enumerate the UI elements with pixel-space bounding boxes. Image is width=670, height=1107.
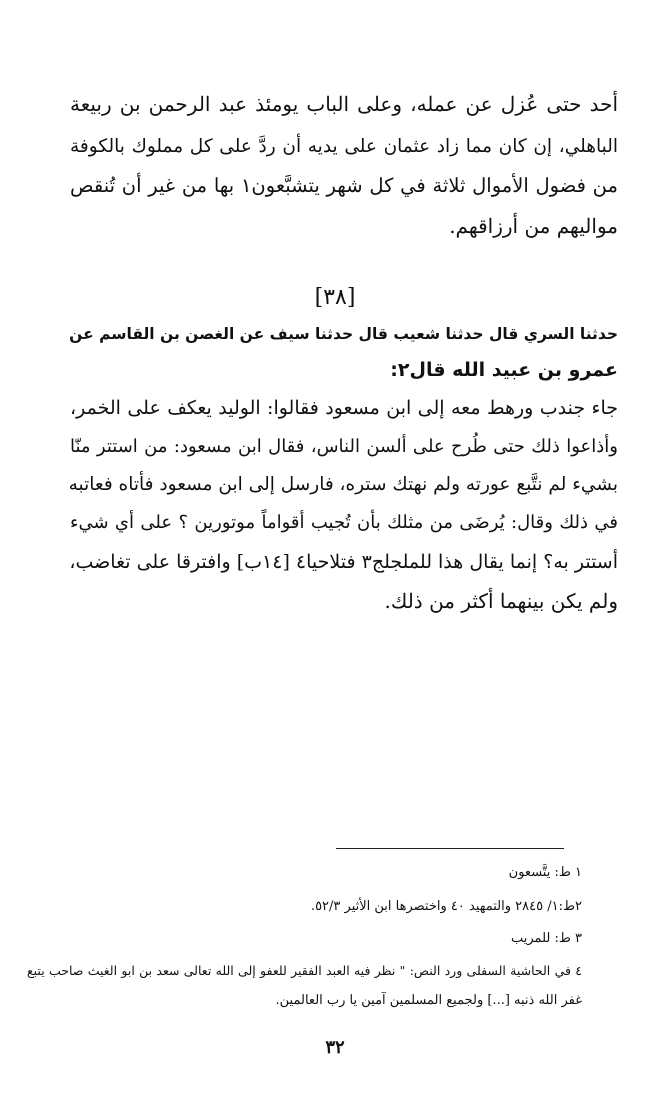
footnote-1: ١ ط: يتَّسعون	[508, 865, 582, 880]
text-line: أستتر به؟ إنما يقال هذا للملجلج٣ فتلاحيا٤ [١٤ب] وافترقا على تغاضب،	[69, 551, 618, 573]
footnote-4-line-1: ٤ في الحاشية السفلى ورد النص: " نظر فيه العبد الفقير للعفو إلى الله تعالى سعد بن ابو الغيث صاحب يتبع	[27, 963, 582, 978]
text-line: أحد حتى عُزل عن عمله، وعلى الباب يومئذ عبد الرحمن بن ربيعة	[70, 92, 618, 116]
footnote-separator	[336, 848, 564, 849]
text-line: بشيء لم نتَّبع عورته ولم نهتك ستره، فارسل إلى ابن مسعود فأتاه فعاتبه	[68, 474, 618, 495]
page-number: ٣٢	[325, 1037, 345, 1058]
text-line: جاء جندب ورهط معه إلى ابن مسعود فقالوا: الوليد يعكف على الخمر،	[70, 397, 618, 419]
footnote-2: ٢ط:١/ ٢٨٤٥ والتمهيد ٤٠ واختصرها ابن الأثير ٥٢/٣.	[310, 899, 582, 914]
text-line: ولم يكن بينهما أكثر من ذلك.	[384, 589, 618, 613]
text-line: من فضول الأموال ثلاثة في كل شهر يتشبَّعون١ بها من غير أن تُنقص	[70, 174, 618, 197]
footnote-3: ٣ ط: للمريب	[511, 931, 582, 946]
text-line: الباهلي، إن كان مما زاد عثمان على يديه أن ردَّ على كل مملوك بالكوفة	[70, 136, 618, 157]
isnad-line: عمرو بن عبيد الله قال٢:	[390, 359, 618, 381]
text-line: وأذاعوا ذلك حتى طُرح على ألسن الناس، فقال ابن مسعود: من استتر منّا	[70, 436, 618, 457]
text-line: في ذلك وقال: يُرضَى من مثلك بأن تُجيب أقواماً موتورين ؟ على أي شيء	[70, 512, 618, 533]
text-line: مواليهم من أرزاقهم.	[449, 214, 618, 238]
footnote-4-line-2: غفر الله ذنبه [...] ولجميع المسلمين آمين يا رب العالمين.	[275, 993, 582, 1008]
isnad-line: حدثنا السري قال حدثنا شعيب قال حدثنا سيف عن الغصن بن القاسم عن	[69, 325, 618, 343]
section-heading: [٣٨]	[314, 285, 356, 310]
